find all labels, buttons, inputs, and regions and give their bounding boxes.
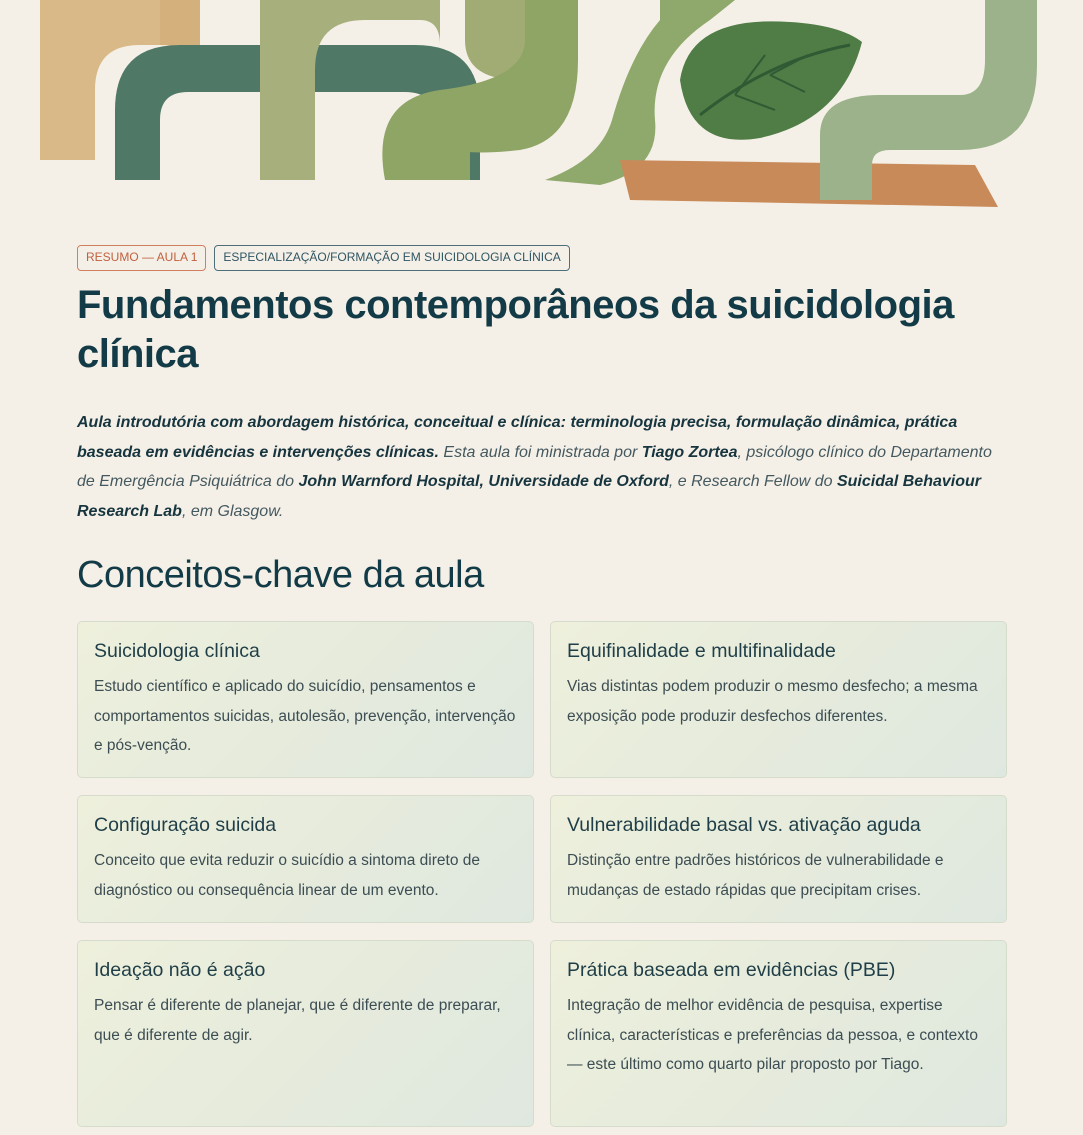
card-title: Equifinalidade e multifinalidade — [567, 640, 836, 662]
card-title: Vulnerabilidade basal vs. ativação aguda — [567, 814, 921, 836]
card-text: Estudo científico e aplicado do suicídio, pensamentos e comportamentos suicidas, autolesão, prevenção, intervenção e pós-venção. — [94, 678, 516, 754]
intro-text-2: , psicólogo clínico do Departamento de Emergência Psiquiátrica do — [77, 443, 992, 490]
concept-card — [77, 621, 534, 778]
card-title: Suicidologia clínica — [94, 640, 260, 662]
intro-text-4: , em Glasgow. — [181, 502, 284, 520]
section-title: Conceitos-chave da aula — [77, 554, 484, 596]
institution-name: John Warnford Hospital, Universidade de Oxford — [298, 473, 669, 490]
card-text: Conceito que evita reduzir o suicídio a sintoma direto de diagnóstico ou consequência linear de um evento. — [94, 852, 480, 899]
tag-row — [77, 245, 1007, 271]
card-text: Distinção entre padrões históricos de vulnerabilidade e mudanças de estado rápidas que precipitam crises. — [567, 852, 944, 899]
concept-card — [77, 940, 534, 1127]
intro-text-3: , e Research Fellow do — [668, 473, 837, 490]
card-text: Pensar é diferente de planejar, que é diferente de preparar, que é diferente de agir. — [94, 997, 501, 1044]
concept-card — [550, 621, 1007, 778]
instructor-name: Tiago Zortea — [641, 443, 738, 461]
concept-card — [550, 940, 1007, 1127]
lesson-tag: RESUMO — AULA 1 — [77, 245, 206, 271]
intro-lead: Aula introdutória com abordagem histórica, conceitual e clínica: terminologia precisa, formulação dinâmica, prática baseada em evidências e intervenções clínicas. — [77, 414, 958, 461]
card-title: Ideação não é ação — [94, 959, 266, 981]
main-content — [77, 245, 1007, 1073]
card-text: Vias distintas podem produzir o mesmo desfecho; a mesma exposição pode produzir desfechos diferentes. — [567, 678, 978, 725]
concept-card — [550, 795, 1007, 923]
hero-illustration — [0, 0, 1083, 215]
concept-card — [77, 795, 534, 923]
card-text: Integração de melhor evidência de pesquisa, expertise clínica, características e preferências da pessoa, e contexto — este último como quarto pilar proposto por Tiago. — [567, 997, 978, 1073]
intro-paragraph — [77, 408, 1002, 526]
lab-name: Suicidal Behaviour Research Lab — [77, 473, 981, 520]
card-title: Configuração suicida — [94, 814, 277, 836]
course-tag: ESPECIALIZAÇÃO/FORMAÇÃO EM SUICIDOLOGIA CLÍNICA — [214, 245, 569, 271]
page-title: Fundamentos contemporâneos da suicidologia clínica — [77, 283, 954, 376]
card-title: Prática baseada em evidências (PBE) — [567, 959, 896, 981]
intro-text-1: Esta aula foi ministrada por — [438, 443, 642, 461]
